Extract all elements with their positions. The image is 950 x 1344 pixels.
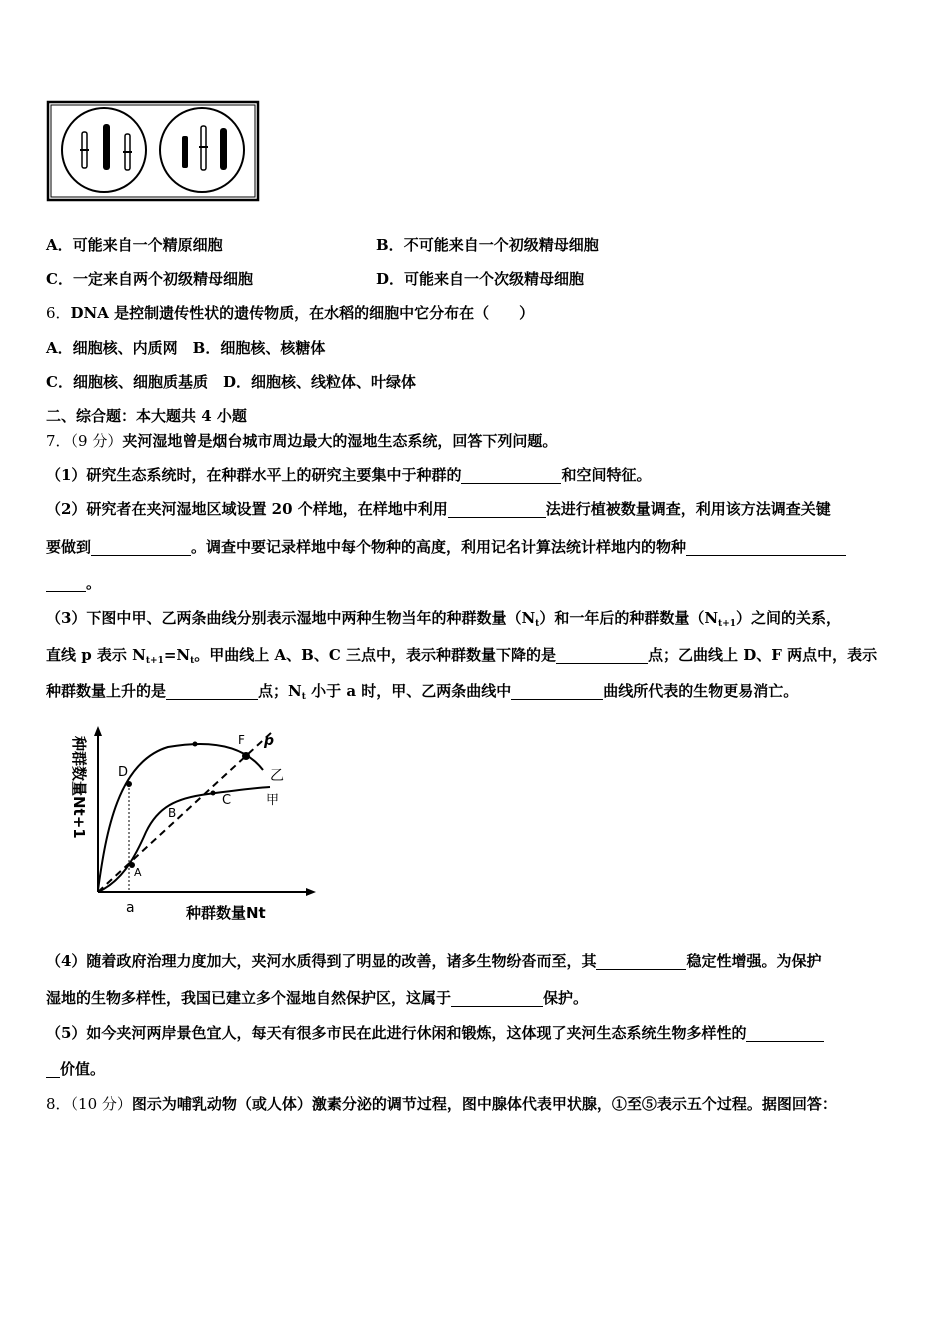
q6-options-ab: A．细胞核、内质网 B．细胞核、核糖体 xyxy=(46,339,326,357)
q5-option-c: C．一定来自两个初级精母细胞 xyxy=(46,270,253,288)
label-F: F xyxy=(238,733,245,747)
q5-option-b: B．不可能来自一个初级精母细胞 xyxy=(376,236,599,254)
q7-part2-line2: 要做到 。调查中要记录样地中每个物种的高度，利用记名计算法统计样地内的物种 xyxy=(46,538,846,556)
label-yi: 乙 xyxy=(270,768,284,784)
curve-jia xyxy=(98,787,270,892)
section-title: 二、综合题：本大题共 4 小题 xyxy=(46,407,247,425)
point-D xyxy=(126,781,132,787)
cell-diagram xyxy=(46,100,262,204)
q7-part5-line1: （5）如今夹河两岸景色宜人，每天有很多市民在此进行休闲和锻炼，这体现了夹河生态系统生物多样性的 xyxy=(46,1024,824,1042)
q7-part4-line1: （4）随着政府治理力度加大，夹河水质得到了明显的改善，诸多生物纷沓而至，其 稳定性增强。为保护 xyxy=(46,952,822,970)
q7-part1: （1）研究生态系统时，在种群水平上的研究主要集中于种群的 和空间特征。 xyxy=(46,466,652,484)
label-jia: 甲 xyxy=(266,793,280,808)
q7-part3-line3: 种群数量上升的是 点；$N_t$ 小于 a 时，甲、乙两条曲线中 曲线所代表的生物更易消亡。 xyxy=(46,682,799,702)
q7-part3-line2: 直线 p 表示 $N_{t+1}=N_t$。甲曲线上 A、B、C 三点中，表示种群数量下降的是 点；乙曲线上 D、F 两点中，表示 xyxy=(46,646,878,666)
q7-part4-line2: 湿地的生物多样性，我国已建立多个湿地自然保护区，这属于 保护。 xyxy=(46,989,589,1007)
q5-option-a: A．可能来自一个精原细胞 xyxy=(46,236,223,254)
q6-stem: 6．DNA 是控制遗传性状的遗传物质，在水稻的细胞中它分布在（ ） xyxy=(46,304,535,322)
label-C: C xyxy=(222,793,232,808)
q7-part2-line1: （2）研究者在夹河湿地区域设置 20 个样地，在样地中利用 法进行植被数量调查，利用该方法调查关键 xyxy=(46,500,831,518)
q7-part2-line3: 。 xyxy=(46,574,101,592)
q7-stem: 7．（9 分）夹河湿地曾是烟台城市周边最大的湿地生态系统，回答下列问题。 xyxy=(46,432,558,450)
chromosomes-left xyxy=(80,124,132,170)
x-axis-label: 种群数量Nt xyxy=(186,904,266,922)
point-top xyxy=(193,742,198,747)
chromosomes-right xyxy=(182,126,227,170)
label-A: A xyxy=(134,866,142,879)
point-F xyxy=(242,752,250,760)
label-p: p xyxy=(264,733,275,749)
q5-option-d: D．可能来自一个次级精母细胞 xyxy=(376,270,585,288)
q7-part5-line2: 价值。 xyxy=(46,1060,105,1078)
x-axis-arrow xyxy=(306,888,316,896)
q8-stem: 8．（10 分）图示为哺乳动物（或人体）激素分泌的调节过程，图中腺体代表甲状腺，①至⑤表示五个过程。据图回答： xyxy=(46,1095,837,1113)
q7-part3-line1: （3）下图中甲、乙两条曲线分别表示湿地中两种生物当年的种群数量$(N_t)$和一年后的种群数量$(N_{t+1})$之间的关系， xyxy=(46,609,842,629)
point-C xyxy=(211,791,216,796)
label-B: B xyxy=(168,806,177,820)
population-chart xyxy=(58,722,328,922)
label-D: D xyxy=(118,765,129,780)
y-axis-arrow xyxy=(94,726,102,736)
y-axis-label: 种群数量Nt+1 xyxy=(70,736,88,839)
x-tick-a: a xyxy=(126,900,135,916)
q6-options-cd: C．细胞核、细胞质基质 D．细胞核、线粒体、叶绿体 xyxy=(46,373,417,391)
